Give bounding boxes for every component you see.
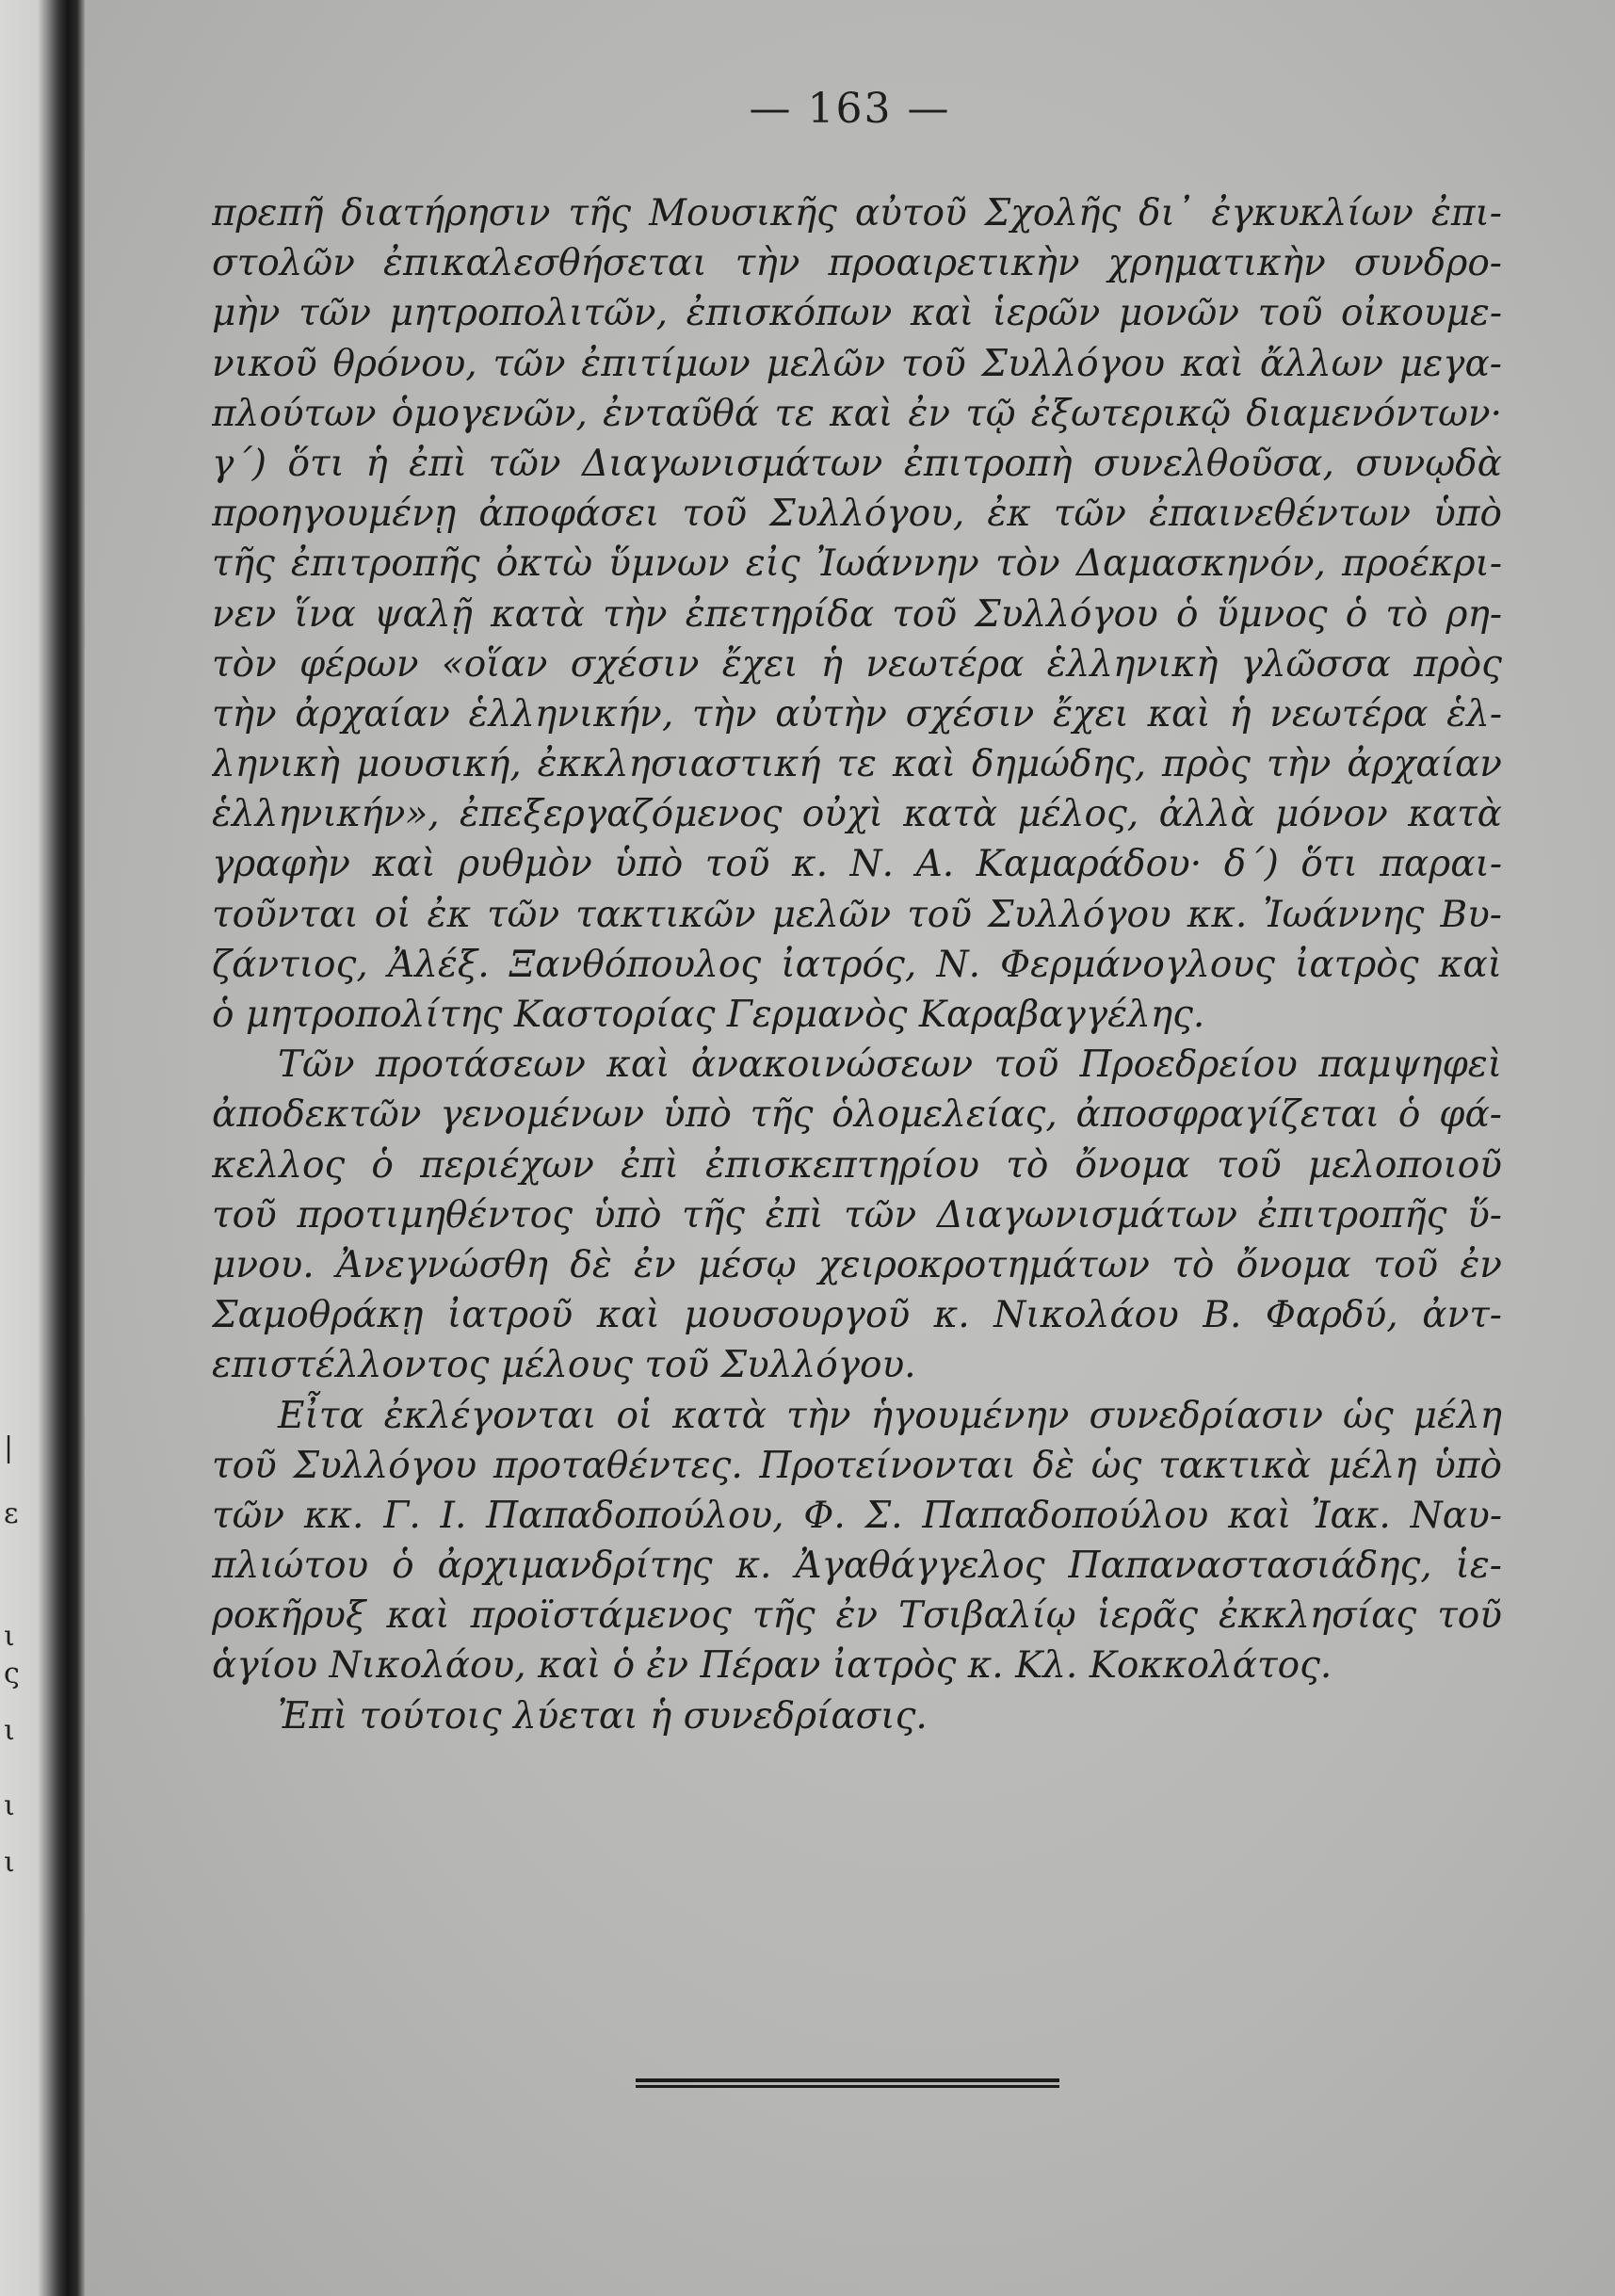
text-line: ζάντιος, Ἀλέξ. Ξανθόπουλος ἰατρός, Ν. Φερμάνογλους ἰατρὸς καὶ [212, 943, 1502, 986]
text-line: πλούτων ὁμογενῶν, ἐνταῦθά τε καὶ ἐν τῷ ἐξωτερικῷ διαμενόντων· [212, 392, 1502, 435]
text-line: ἑλληνικήν», ἐπεξεργαζόμενος οὐχὶ κατὰ μέλος, ἀλλὰ μόνον κατὰ [212, 793, 1502, 836]
text-line: μὴν τῶν μητροπολιτῶν, ἐπισκόπων καὶ ἱερῶν μονῶν τοῦ οἰκουμε- [212, 292, 1502, 335]
text-line: τὸν φέρων «οἵαν σχέσιν ἔχει ἡ νεωτέρα ἑλληνικὴ γλῶσσα πρὸς [212, 642, 1502, 686]
text-line: Ἐπὶ τούτοις λύεται ἡ συνεδρίασις. [278, 1694, 928, 1738]
text-line: ροκῆρυξ καὶ προϊστάμενος τῆς ἐν Τσιβαλίῳ ἱερᾶς ἐκκλησίας τοῦ [212, 1594, 1502, 1638]
text-line: πλιώτου ὁ ἀρχιμανδρίτης κ. Ἀγαθάγγελος Παπαναστασιάδης, ἱε- [212, 1544, 1502, 1588]
binding-mark: ι [4, 1620, 15, 1653]
body-text [212, 188, 1502, 1741]
text-line: τοῦ προτιμηθέντος ὑπὸ τῆς ἐπὶ τῶν Διαγωνισμάτων ἐπιτροπῆς ὕ- [212, 1193, 1502, 1237]
binding-mark: | [4, 1431, 14, 1464]
text-line: γραφὴν καὶ ρυθμὸν ὑπὸ τοῦ κ. Ν. Α. Καμαράδου· δ´) ὅτι παραι- [212, 843, 1502, 886]
text-line: τὴν ἀρχαίαν ἑλληνικήν, τὴν αὐτὴν σχέσιν ἔχει καὶ ἡ νεωτέρα ἑλ- [212, 692, 1502, 736]
text-line: τοῦ Συλλόγου προταθέντες. Προτείνονται δὲ ὡς τακτικὰ μέλη ὑπὸ [212, 1444, 1502, 1487]
binding-strip [0, 0, 85, 2296]
binding-mark: ι [4, 1714, 15, 1747]
text-line: τῆς ἐπιτροπῆς ὀκτὼ ὕμνων εἰς Ἰωάννην τὸν Δαμασκηνόν, προέκρι- [212, 542, 1502, 586]
text-line: στολῶν ἐπικαλεσθήσεται τὴν προαιρετικὴν χρηματικὴν συνδρο- [212, 242, 1502, 285]
text-line: προηγουμένῃ ἀποφάσει τοῦ Συλλόγου, ἐκ τῶν ἐπαινεθέντων ὑπὸ [212, 493, 1502, 536]
text-line: ἁγίου Νικολάου, καὶ ὁ ἐν Πέραν ἰατρὸς κ. Κλ. Κοκκολάτος. [212, 1644, 1332, 1688]
text-line: κελλος ὁ περιέχων ἐπὶ ἐπισκεπτηρίου τὸ ὄνομα τοῦ μελοποιοῦ [212, 1143, 1502, 1187]
text-line: τοῦνται οἱ ἐκ τῶν τακτικῶν μελῶν τοῦ Συλλόγου κκ. Ἰωάννης Βυ- [212, 893, 1502, 936]
book-page [85, 0, 1615, 2296]
text-line: πρεπῆ διατήρησιν τῆς Μουσικῆς αὐτοῦ Σχολῆς δι᾿ ἐγκυκλίων ἐπι- [212, 192, 1502, 234]
binding-mark: ε [4, 1497, 19, 1530]
binding-mark: ι [4, 1789, 15, 1822]
text-line: νικοῦ θρόνου, τῶν ἐπιτίμων μελῶν τοῦ Συλλόγου καὶ ἄλλων μεγα- [212, 342, 1502, 385]
text-line: τῶν κκ. Γ. Ι. Παπαδοπούλου, Φ. Σ. Παπαδοπούλου καὶ Ἰακ. Ναυ- [212, 1494, 1502, 1537]
text-line: μνου. Ἀνεγνώσθη δὲ ἐν μέσῳ χειροκροτημάτων τὸ ὄνομα τοῦ ἐν [212, 1243, 1502, 1286]
text-line: ὁ μητροπολίτης Καστορίας Γερμανὸς Καραβαγγέλης. [212, 994, 1205, 1036]
binding-mark: ι [4, 1846, 15, 1879]
text-line: ληνικὴ μουσική, ἐκκλησιαστική τε καὶ δημώδης, πρὸς τὴν ἀρχαίαν [212, 743, 1502, 786]
text-line: γ´) ὅτι ἡ ἐπὶ τῶν Διαγωνισμάτων ἐπιτροπὴ συνελθοῦσα, συνῳδὰ [212, 442, 1502, 485]
closing-rule [636, 2078, 1059, 2088]
text-line: Τῶν προτάσεων καὶ ἀνακοινώσεων τοῦ Προεδρείου παμψηφεὶ [278, 1043, 1502, 1087]
page-number: — 163 — [749, 85, 951, 133]
text-line: Εἶτα ἐκλέγονται οἱ κατὰ τὴν ἡγουμένην συνεδρίασιν ὡς μέλη [278, 1394, 1502, 1437]
text-line: Σαμοθράκῃ ἰατροῦ καὶ μουσουργοῦ κ. Νικολάου Β. Φαρδύ, ἀντ- [212, 1294, 1502, 1337]
text-line: νεν ἵνα ψαλῇ κατὰ τὴν ἐπετηρίδα τοῦ Συλλόγου ὁ ὕμνος ὁ τὸ ρη- [212, 592, 1502, 636]
text-line: ἀποδεκτῶν γενομένων ὑπὸ τῆς ὁλομελείας, ἀποσφραγίζεται ὁ φά- [212, 1093, 1502, 1137]
text-line: επιστέλλοντος μέλους τοῦ Συλλόγου. [212, 1344, 916, 1387]
binding-mark: ς [4, 1657, 20, 1690]
